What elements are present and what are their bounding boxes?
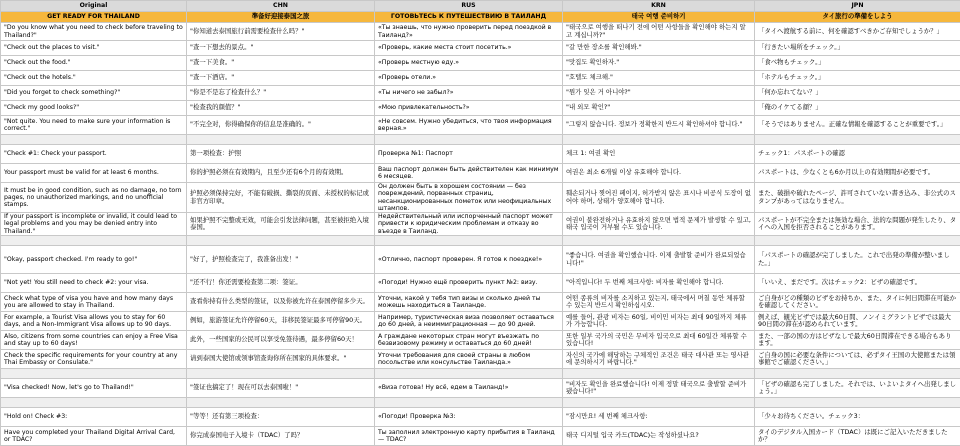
cell-jpn[interactable]: パスポートが不完全または無効な場合、法的な問題が発生したり、タイへの入国を拒否されることがあります。: [755, 213, 960, 236]
cell-chn[interactable]: 第一项检查：护照: [187, 145, 375, 164]
cell-rus[interactable]: [375, 398, 563, 408]
cell-chn[interactable]: 你的护照必须在有效期内，且至少还有6个月的有效期。: [187, 164, 375, 183]
cell-original[interactable]: It must be in good condition, such as no damage, no torn pages, no unauthorized markings, and no unofficial stamps.: [1, 183, 187, 213]
cell-jpn[interactable]: 「そうではありません。正確な情報を確認することが重要です。」: [755, 116, 960, 135]
cell-rus[interactable]: [375, 135, 563, 145]
cell-jpn[interactable]: 「ホテルもチェック。」: [755, 71, 960, 86]
cell-jpn[interactable]: チェック1：パスポートの確認: [755, 145, 960, 164]
table-row: [1, 293, 960, 312]
cell-chn[interactable]: [187, 369, 375, 379]
title-cell-chn[interactable]: 準备好迎接泰国之旅: [187, 12, 375, 23]
cell-chn[interactable]: "查一下美食。": [187, 56, 375, 71]
cell-krn[interactable]: "내 외모 확인?": [563, 101, 755, 116]
cell-chn[interactable]: [187, 236, 375, 246]
cell-jpn[interactable]: 「食べ物もチェック。」: [755, 56, 960, 71]
table-row: [1, 274, 960, 293]
table-row: [1, 331, 960, 350]
table-row: [1, 379, 960, 398]
table-row: [1, 246, 960, 274]
cell-original[interactable]: "Hold on! Check #3:: [1, 408, 187, 427]
cell-jpn[interactable]: [755, 135, 960, 145]
cell-krn[interactable]: "그렇지 않습니다. 정보가 정확한지 반드시 확인하셔야 합니다.": [563, 116, 755, 135]
cell-jpn[interactable]: [755, 236, 960, 246]
cell-jpn[interactable]: [755, 398, 960, 408]
cell-original[interactable]: "Do you know what you need to check before traveling to Thailand?": [1, 23, 187, 41]
cell-krn[interactable]: 자신의 국가에 해당하는 구체적인 조건은 태국 대사관 또는 영사관에 문의하시기 바랍니다.": [563, 350, 755, 369]
cell-chn[interactable]: [187, 135, 375, 145]
cell-jpn[interactable]: 「ビザの確認も完了しました。それでは、いよいよタイへ出発しましょう。」: [755, 379, 960, 398]
cell-rus[interactable]: Ты заполнил электронную карту прибытия в Таиланд — TDAC?: [375, 427, 563, 446]
title-cell-rus[interactable]: ГОТОВЬТЕСЬ К ПУТЕШЕСТВИЮ В ТАИЛАНД: [375, 12, 563, 23]
cell-chn[interactable]: 你完成泰国电子入境卡（TDAC）了吗？: [187, 427, 375, 446]
cell-jpn[interactable]: 「少々お待ちください。チェック3：: [755, 408, 960, 427]
cell-original[interactable]: [1, 236, 187, 246]
cell-chn[interactable]: [187, 398, 375, 408]
cell-chn[interactable]: "等等！还有第三项检查：: [187, 408, 375, 427]
spacer-row: [1, 398, 960, 408]
cell-krn[interactable]: [563, 135, 755, 145]
cell-chn[interactable]: "还不行！你还需要检查第二项：签证。: [187, 274, 375, 293]
cell-jpn[interactable]: ご自身の国に必要な条件については、必ずタイ王国の大使館または領事館でご確認ください。」: [755, 350, 960, 369]
cell-krn[interactable]: "비자도 확인을 완료했습니다! 이제 정말 태국으로 출발할 준비가 됐습니다!": [563, 379, 755, 398]
spacer-row: [1, 369, 960, 379]
cell-original[interactable]: If your passport is incomplete or invalid, it could lead to legal problems and you may be denied entry into Thailand.": [1, 213, 187, 236]
table-row: [1, 116, 960, 135]
cell-original[interactable]: Check what type of visa you have and how many days you are allowed to stay in Thailand.: [1, 293, 187, 312]
cell-original[interactable]: "Okay, passport checked. I'm ready to go!": [1, 246, 187, 274]
cell-krn[interactable]: "뭔가 잊은 거 아니야?": [563, 86, 755, 101]
cell-rus[interactable]: А граждане некоторых стран могут въезжать по безвизовому режиму и оставаться до 60 дней!: [375, 331, 563, 350]
table-row: [1, 86, 960, 101]
cell-rus[interactable]: Он должен быть в хорошем состоянии — без повреждений, порванных страниц, несанкционированных пометок или неофициальных штампов.: [375, 183, 563, 213]
cell-chn[interactable]: 请到泰国大使馆或领事馆查询你所在国家的具体要求。": [187, 350, 375, 369]
cell-original[interactable]: "Did you forget to check something?": [1, 86, 187, 101]
cell-krn[interactable]: 여권이 불완전하거나 유효하지 않으면 법적 문제가 발생할 수 있고, 태국 입국이 거부될 수도 있습니다.: [563, 213, 755, 236]
cell-original[interactable]: "Check out the food.": [1, 56, 187, 71]
cell-krn[interactable]: 어떤 종류의 비자를 소지하고 있는지, 태국에서 며칠 동안 체류할 수 있는지 반드시 확인하십시오.: [563, 293, 755, 312]
cell-chn[interactable]: "检查我的颜值？": [187, 101, 375, 116]
cell-chn[interactable]: "签证也搞定了！现在可以去泰国啦！": [187, 379, 375, 398]
cell-krn[interactable]: 태국 디지털 입국 카드(TDAC)는 작성하셨나요?: [563, 427, 755, 446]
cell-original[interactable]: "Visa checked! Now, let's go to Thailand!": [1, 379, 187, 398]
cell-chn[interactable]: "查一下想去的景点。": [187, 41, 375, 56]
column-header-jpn[interactable]: JPN: [755, 1, 960, 12]
cell-jpn[interactable]: 「タイへ渡航する前に、何を確認すべきかご存知でしょうか？」: [755, 23, 960, 41]
cell-original[interactable]: "Check #1: Check your passport.: [1, 145, 187, 164]
table-row: [1, 183, 960, 213]
cell-jpn[interactable]: また、破損や破れたページ、許可されていない書き込み、非公式のスタンプがあってはなりません。: [755, 183, 960, 213]
cell-rus[interactable]: [375, 369, 563, 379]
cell-jpn[interactable]: パスポートは、少なくとも6か月以上の有効期間が必要です。: [755, 164, 960, 183]
column-header-krn[interactable]: KRN: [563, 1, 755, 12]
cell-krn[interactable]: "맛집도 확인하자.": [563, 56, 755, 71]
spacer-row: [1, 236, 960, 246]
cell-krn[interactable]: 체크 1: 여권 확인: [563, 145, 755, 164]
title-cell-original[interactable]: GET READY FOR THAILAND: [1, 12, 187, 23]
cell-original[interactable]: [1, 135, 187, 145]
cell-rus[interactable]: Ваш паспорт должен быть действителен как минимум 6 месяцев.: [375, 164, 563, 183]
cell-rus[interactable]: «Проверь, какие места стоит посетить.»: [375, 41, 563, 56]
cell-jpn[interactable]: [755, 369, 960, 379]
cell-jpn[interactable]: 「行きたい場所をチェック。」: [755, 41, 960, 56]
cell-krn[interactable]: [563, 398, 755, 408]
table-row: [1, 23, 960, 41]
cell-original[interactable]: Have you completed your Thailand Digital Arrival Card, or TDAC?: [1, 427, 187, 446]
cell-jpn[interactable]: タイのデジタル入国カード（TDAC）は既にご記入いただきましたか？: [755, 427, 960, 446]
column-header-chn[interactable]: CHN: [187, 1, 375, 12]
table-row: [1, 312, 960, 331]
cell-rus[interactable]: [375, 236, 563, 246]
cell-jpn[interactable]: また、一部の国の方はビザなしで最大60日間滞在できる場合もあります。: [755, 331, 960, 350]
cell-krn[interactable]: [563, 369, 755, 379]
title-cell-krn[interactable]: 태국 여행 준비하기: [563, 12, 755, 23]
title-cell-jpn[interactable]: タイ旅行の準備をしよう: [755, 12, 960, 23]
cell-original[interactable]: For example, a Tourist Visa allows you to stay for 60 days, and a Non-Immigrant Visa allows up to 90 days.: [1, 312, 187, 331]
cell-chn[interactable]: 查看你持有什么类型的签证，以及你被允许在泰国停留多少天。: [187, 293, 375, 312]
sheet-body: [1, 1, 960, 446]
cell-krn[interactable]: 예를 들어, 관광 비자는 60일, 비이민 비자는 최대 90일까지 체류가 가능합니다.: [563, 312, 755, 331]
cell-original[interactable]: "Not yet! You still need to check #2: your visa.: [1, 274, 187, 293]
column-header-original[interactable]: Original: [1, 1, 187, 12]
cell-chn[interactable]: "好了，护照检查完了，我准备出发！": [187, 246, 375, 274]
table-row: [1, 213, 960, 236]
cell-chn[interactable]: "不完全对，你得确保你的信息是准确的。": [187, 116, 375, 135]
cell-original[interactable]: Your passport must be valid for at least 6 months.: [1, 164, 187, 183]
cell-rus[interactable]: «Погоди! Проверка №3:: [375, 408, 563, 427]
cell-jpn[interactable]: 例えば、観光ビザでは最大60日間、ノンイミグラントビザでは最大90日間の滞在が認められています。: [755, 312, 960, 331]
cell-original[interactable]: Check the specific requirements for your country at any Thai Embassy or Consulate.": [1, 350, 187, 369]
language-header-row: [1, 1, 960, 12]
cell-rus[interactable]: «Мою привлекательность?»: [375, 101, 563, 116]
cell-original[interactable]: "Check out the hotels.": [1, 71, 187, 86]
cell-krn[interactable]: "잠시만요! 세 번째 체크사항:: [563, 408, 755, 427]
title-row: [1, 12, 960, 23]
table-row: [1, 71, 960, 86]
cell-rus[interactable]: «Виза готова! Ну всё, едем в Таиланд!»: [375, 379, 563, 398]
cell-jpn[interactable]: 「俺のイケてる顔？」: [755, 101, 960, 116]
cell-krn[interactable]: "호텔도 체크해.": [563, 71, 755, 86]
cell-chn[interactable]: "你知道去泰国旅行前需要检查什么吗？": [187, 23, 375, 41]
cell-krn[interactable]: "좋습니다. 여권을 확인했습니다. 이제 출발할 준비가 완료되었습니다!": [563, 246, 755, 274]
cell-rus[interactable]: Уточни требования для своей страны в любом посольстве или консульстве Таиланда.»: [375, 350, 563, 369]
cell-krn[interactable]: [563, 236, 755, 246]
cell-chn[interactable]: "你是不是忘了检查什么？": [187, 86, 375, 101]
cell-rus[interactable]: Уточни, какой у тебя тип визы и сколько дней ты можешь находиться в Таиланде.: [375, 293, 563, 312]
table-row: [1, 145, 960, 164]
table-row: [1, 427, 960, 446]
cell-krn[interactable]: 여권은 최소 6개월 이상 유효해야 합니다.: [563, 164, 755, 183]
cell-rus[interactable]: Например, туристическая виза позволяет оставаться до 60 дней, а неиммиграционная — до 90 дней.: [375, 312, 563, 331]
cell-original[interactable]: [1, 369, 187, 379]
cell-jpn[interactable]: ご自身がどの種類のビザをお持ちか、また、タイに何日間滞在可能かを確認してください。: [755, 293, 960, 312]
table-row: [1, 164, 960, 183]
cell-rus[interactable]: «Проверь местную еду.»: [375, 56, 563, 71]
cell-original[interactable]: "Check my good looks?": [1, 101, 187, 116]
cell-krn[interactable]: "갈 만한 장소를 확인해봐.": [563, 41, 755, 56]
cell-rus[interactable]: «Не совсем. Нужно убедиться, что твоя информация верная.»: [375, 116, 563, 135]
cell-rus[interactable]: «Погоди! Нужно ещё проверить пункт №2: визу.: [375, 274, 563, 293]
cell-chn[interactable]: 此外，一些国家的公民可以享受免签待遇，最多停留60天！: [187, 331, 375, 350]
cell-original[interactable]: Also, citizens from some countries can enjoy a Free Visa and stay up to 60 days!: [1, 331, 187, 350]
table-row: [1, 56, 960, 71]
cell-rus[interactable]: «Проверь отели.»: [375, 71, 563, 86]
table-row: [1, 408, 960, 427]
cell-original[interactable]: [1, 398, 187, 408]
table-row: [1, 101, 960, 116]
cell-rus[interactable]: Недействительный или испорченный паспорт может привести к юридическим проблемам и отказу во въезде в Таиланд.: [375, 213, 563, 236]
cell-rus[interactable]: «Отлично, паспорт проверен. Я готов к поездке!»: [375, 246, 563, 274]
cell-original[interactable]: "Not quite. You need to make sure your information is correct.": [1, 116, 187, 135]
cell-original[interactable]: "Check out the places to visit.": [1, 41, 187, 56]
cell-jpn[interactable]: 「パスポートの確認が完了しました。これで出発の準備が整いました。」: [755, 246, 960, 274]
cell-krn[interactable]: 훼손되거나 찢어진 페이지, 허가받지 않은 표시나 비공식 도장이 없어야 하며, 상태가 양호해야 합니다.: [563, 183, 755, 213]
column-header-rus[interactable]: RUS: [375, 1, 563, 12]
cell-chn[interactable]: 护照必须保持完好，不能有破损、撕裂的页面、未授权的标记或非官方印章。: [187, 183, 375, 213]
table-row: [1, 350, 960, 369]
cell-krn[interactable]: "아직입니다! 두 번째 체크사항: 비자를 확인해야 합니다.: [563, 274, 755, 293]
cell-chn[interactable]: 如果护照不完整或无效，可能会引发法律问题，甚至被拒绝入境泰国。: [187, 213, 375, 236]
table-row: [1, 41, 960, 56]
cell-chn[interactable]: 例如，旅游签证允许停留60天，非移民签证最多可停留90天。: [187, 312, 375, 331]
cell-chn[interactable]: "查一下酒店。": [187, 71, 375, 86]
spacer-row: [1, 135, 960, 145]
cell-rus[interactable]: Проверка №1: Паспорт: [375, 145, 563, 164]
cell-krn[interactable]: 또한 일부 국가의 국민은 무비자 입국으로 최대 60일간 체류할 수 있습니다!: [563, 331, 755, 350]
cell-rus[interactable]: «Ты знаешь, что нужно проверить перед поездкой в Таиланд?»: [375, 23, 563, 41]
cell-rus[interactable]: «Ты ничего не забыл?»: [375, 86, 563, 101]
cell-jpn[interactable]: 「何か忘れてない？」: [755, 86, 960, 101]
cell-krn[interactable]: "태국으로 여행을 떠나기 전에 어떤 사항들을 확인해야 하는지 알고 계십니까?": [563, 23, 755, 41]
cell-jpn[interactable]: 「いいえ、まだです。次はチェック2：ビザの確認です。: [755, 274, 960, 293]
